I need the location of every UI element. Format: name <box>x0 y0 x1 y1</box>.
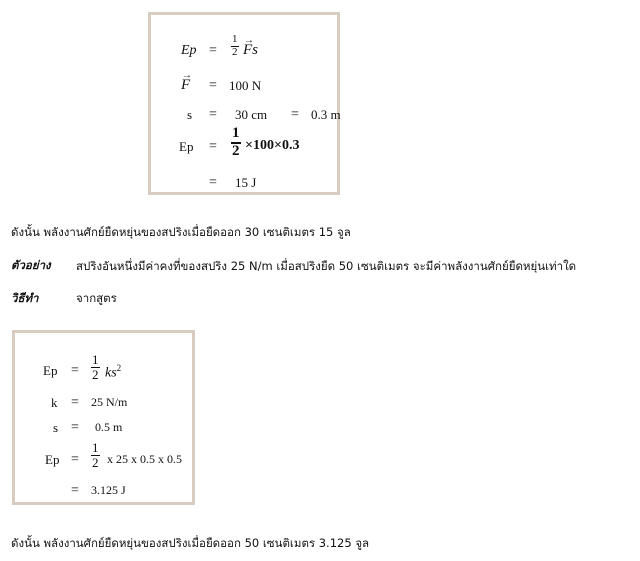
force-value: 100 N <box>229 78 262 93</box>
ep-symbol: Ep <box>179 139 194 154</box>
equals-sign: = <box>71 363 79 378</box>
result-value: 15 J <box>235 175 257 190</box>
distance-value: 0.5 m <box>95 420 123 434</box>
formula-ks2: $ks^2$ <box>105 363 122 381</box>
fraction-half: $\frac{1}{2}$ <box>92 440 99 470</box>
conclusion-1: ดังนั้น พลังงานศักย์ยืดหยุ่นของสปริงเมื่อยืดออก 30 เซนติเมตร 15 จูล <box>11 225 351 239</box>
s-symbol: s <box>53 420 59 435</box>
s-symbol: s <box>187 107 193 122</box>
distance-cm: 30 cm <box>235 107 268 122</box>
spring-constant-value: 25 N/m <box>91 395 128 409</box>
equals-sign: = <box>71 420 79 435</box>
vector-arrow-icon: → <box>182 70 192 81</box>
ep-symbol: Ep <box>45 452 60 467</box>
fraction-half: $\frac{1}{2}$ <box>92 352 99 382</box>
equals-sign: = <box>209 175 217 190</box>
vector-arrow-icon: → <box>244 35 254 46</box>
distance-m: 0.3 m <box>311 107 341 122</box>
fraction-half: $\frac{1}{2}$ <box>232 33 238 58</box>
equals-sign: = <box>209 139 217 154</box>
method-text: จากสูตร <box>76 291 117 305</box>
fraction-half: $\frac{1}{2}$ <box>232 125 240 159</box>
calculation: ×100×0.3 <box>245 138 300 153</box>
ep-symbol: Ep <box>43 363 58 378</box>
conclusion-2: ดังนั้น พลังงานศักย์ยืดหยุ่นของสปริงเมื่อยืดออก 50 เซนติเมตร 3.125 จูล <box>11 536 370 550</box>
calculation: x 25 x 0.5 x 0.5 <box>107 452 182 466</box>
method-label: วิธีทำ <box>11 291 39 305</box>
equals-sign: = <box>209 107 217 122</box>
result-value: 3.125 J <box>91 483 126 497</box>
formula-box-2 <box>12 330 195 505</box>
equals-sign: = <box>71 483 79 498</box>
formula-fs: → Fs <box>243 35 259 58</box>
k-symbol: k <box>51 395 58 410</box>
ep-symbol: Ep <box>181 43 197 58</box>
equals-sign: = <box>71 452 79 467</box>
force-symbol: → F <box>181 70 192 93</box>
example-text: สปริงอันหนึ่งมีค่าคงที่ของสปริง 25 N/m เมื่อสปริงยืด 50 เซนติเมตร จะมีค่าพลังงานศักย์ยืดหยุ่นเท่าใด <box>76 259 577 273</box>
equals-sign: = <box>209 78 217 93</box>
example-label: ตัวอย่าง <box>11 258 51 272</box>
formula-box-1 <box>148 12 340 195</box>
equals-sign: = <box>71 395 79 410</box>
equals-sign: = <box>209 43 217 58</box>
equals-sign: = <box>291 107 299 122</box>
